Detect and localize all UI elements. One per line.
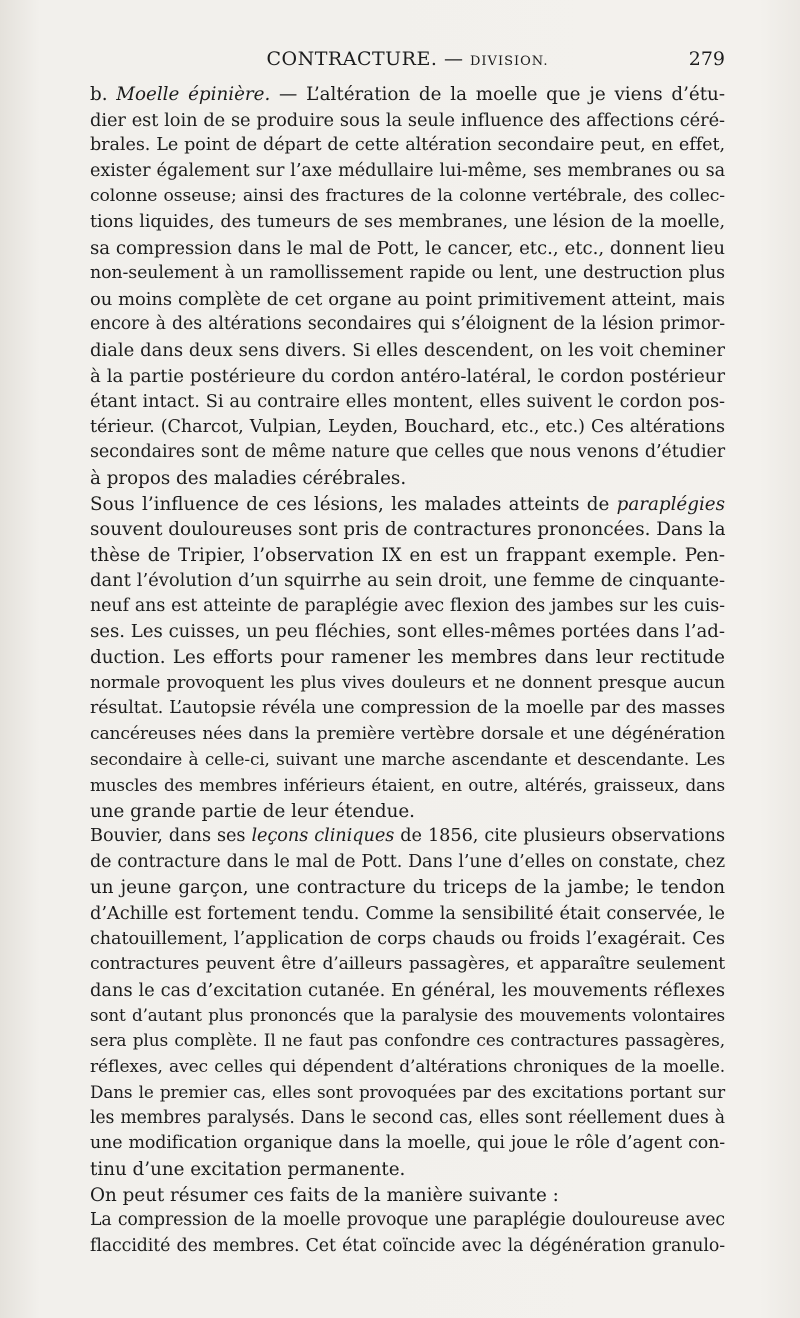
text-line: térieur. (Charcot, Vulpian, Leyden, Bouchard, etc., etc.) Ces altérations <box>90 416 725 437</box>
text-line: thèse de Tripier, l’observation IX en est un frappant exemple. Pen- <box>90 544 725 566</box>
text-line: souvent douloureuses sont pris de contractures prononcées. Dans la <box>90 519 726 541</box>
text-line <box>90 82 725 108</box>
running-header <box>90 48 725 76</box>
page-number: 279 <box>688 48 725 70</box>
text-line: ou moins complète de cet organe au point primitivement atteint, mais <box>90 288 725 310</box>
paragraph <box>90 82 725 492</box>
text-line: dier est loin de se produire sous la seule influence des affections céré- <box>90 109 725 131</box>
text-line: tinu d’une excitation permanente. <box>90 1158 406 1180</box>
text-line: Dans le premier cas, elles sont provoquées par des excitations portant sur <box>90 1082 725 1103</box>
paragraph <box>90 492 725 825</box>
text-line: une modification organique dans la moelle, qui joue le rôle d’agent con- <box>90 1133 725 1154</box>
text-line: flaccidité des membres. Cet état coïncide avec la dégénération granulo- <box>90 1235 725 1256</box>
text-line: une grande partie de leur étendue. <box>90 800 415 822</box>
text-line: un jeune garçon, une contracture du triceps de la jambe; le tendon <box>90 877 725 899</box>
italic-text: paraplégies <box>616 493 725 515</box>
text-line: dant l’évolution d’un squirrhe au sein droit, une femme de cinquante- <box>90 570 725 592</box>
text-line: normale provoquent les plus vives douleurs et ne donnent presque aucun <box>90 672 725 693</box>
text-line: exister également sur l’axe médullaire lui-même, ses membranes ou sa <box>90 160 725 181</box>
text-line: brales. Le point de départ de cette altération secondaire peut, en effet, <box>90 135 725 156</box>
text-line: encore à des altérations secondaires qui s’éloignent de la lésion primor- <box>90 314 725 335</box>
text-run: Sous l’influence de ces lésions, les malades atteints de <box>90 493 617 515</box>
running-title <box>90 48 725 70</box>
text-line: sont d’autant plus prononcés que la paralysie des mouvements volontaires <box>90 1005 725 1026</box>
italic-text: leçons cliniques <box>251 826 395 847</box>
text-line: réflexes, avec celles qui dépendent d’altérations chroniques de la moelle. <box>90 1056 725 1077</box>
text-line: dans le cas d’excitation cutanée. En général, les mouvements réflexes <box>90 979 725 1001</box>
text-line <box>90 824 725 850</box>
text-line: ses. Les cuisses, un peu fléchies, sont elles-mêmes portées dans l’ad- <box>90 621 725 643</box>
text-line: On peut résumer ces faits de la manière suivante : <box>90 1184 559 1206</box>
running-title-sub: DIVISION. <box>470 54 549 69</box>
running-title-main: CONTRACTURE. <box>266 48 438 70</box>
text-line: à propos des maladies cérébrales. <box>90 467 407 489</box>
text-line: étant intact. Si au contraire elles montent, elles suivent le cordon pos- <box>90 391 725 413</box>
italic-text: Moelle épinière. <box>116 84 271 105</box>
text-line: contractures peuvent être d’ailleurs passagères, et apparaître seulement <box>90 954 725 975</box>
text-line: neuf ans est atteinte de paraplégie avec flexion des jambes sur les cuis- <box>90 595 725 616</box>
paragraph <box>90 824 725 1182</box>
text-line: sera plus complète. Il ne faut pas confondre ces contractures passagères, <box>90 1030 725 1051</box>
text-run: Bouvier, dans ses <box>90 826 252 847</box>
text-line: non-seulement à un ramollissement rapide ou lent, une destruction plus <box>90 263 725 284</box>
text-run: b. <box>90 84 117 105</box>
text-line: cancéreuses nées dans la première vertèbre dorsale et une dégénération <box>90 723 725 744</box>
text-line: secondaire à celle-ci, suivant une marche ascendante et descendante. Les <box>90 749 725 770</box>
text-run: de 1856, cite plusieurs observations <box>394 826 725 847</box>
text-line: à la partie postérieure du cordon antéro-latéral, le cordon postérieur <box>90 365 725 387</box>
text-line: muscles des membres inférieurs étaient, en outre, altérés, graisseux, dans <box>90 775 725 796</box>
text-line: colonne osseuse; ainsi des fractures de la colonne vertébrale, des collec- <box>90 186 725 207</box>
text-line: duction. Les efforts pour ramener les membres dans leur rectitude <box>90 647 725 669</box>
text-line: tions liquides, des tumeurs de ses membranes, une lésion de la moelle, <box>90 211 725 232</box>
body-text <box>90 82 725 1259</box>
paragraph <box>90 1208 725 1259</box>
text-line: diale dans deux sens divers. Si elles descendent, on les voit cheminer <box>90 339 725 361</box>
text-line: secondaires sont de même nature que celles que nous venons d’étudier <box>90 442 725 463</box>
running-title-sep: — <box>437 48 470 70</box>
text-line: d’Achille est fortement tendu. Comme la sensibilité était conservée, le <box>90 903 725 924</box>
text-line <box>90 492 725 518</box>
text-line: La compression de la moelle provoque une paraplégie douloureuse avec <box>90 1210 725 1231</box>
text-line: sa compression dans le mal de Pott, le cancer, etc., etc., donnent lieu <box>90 237 725 259</box>
text-line: chatouillement, l’application de corps chauds ou froids l’exagérait. Ces <box>90 928 725 949</box>
text-line: de contracture dans le mal de Pott. Dans l’une d’elles on constate, chez <box>90 851 725 872</box>
text-run: — L’altération de la moelle que je viens d’étu- <box>270 84 726 105</box>
paragraph <box>90 1183 725 1209</box>
text-line: les membres paralysés. Dans le second cas, elles sont réellement dues à <box>90 1107 725 1128</box>
text-line: résultat. L’autopsie révéla une compression de la moelle par des masses <box>90 698 725 719</box>
